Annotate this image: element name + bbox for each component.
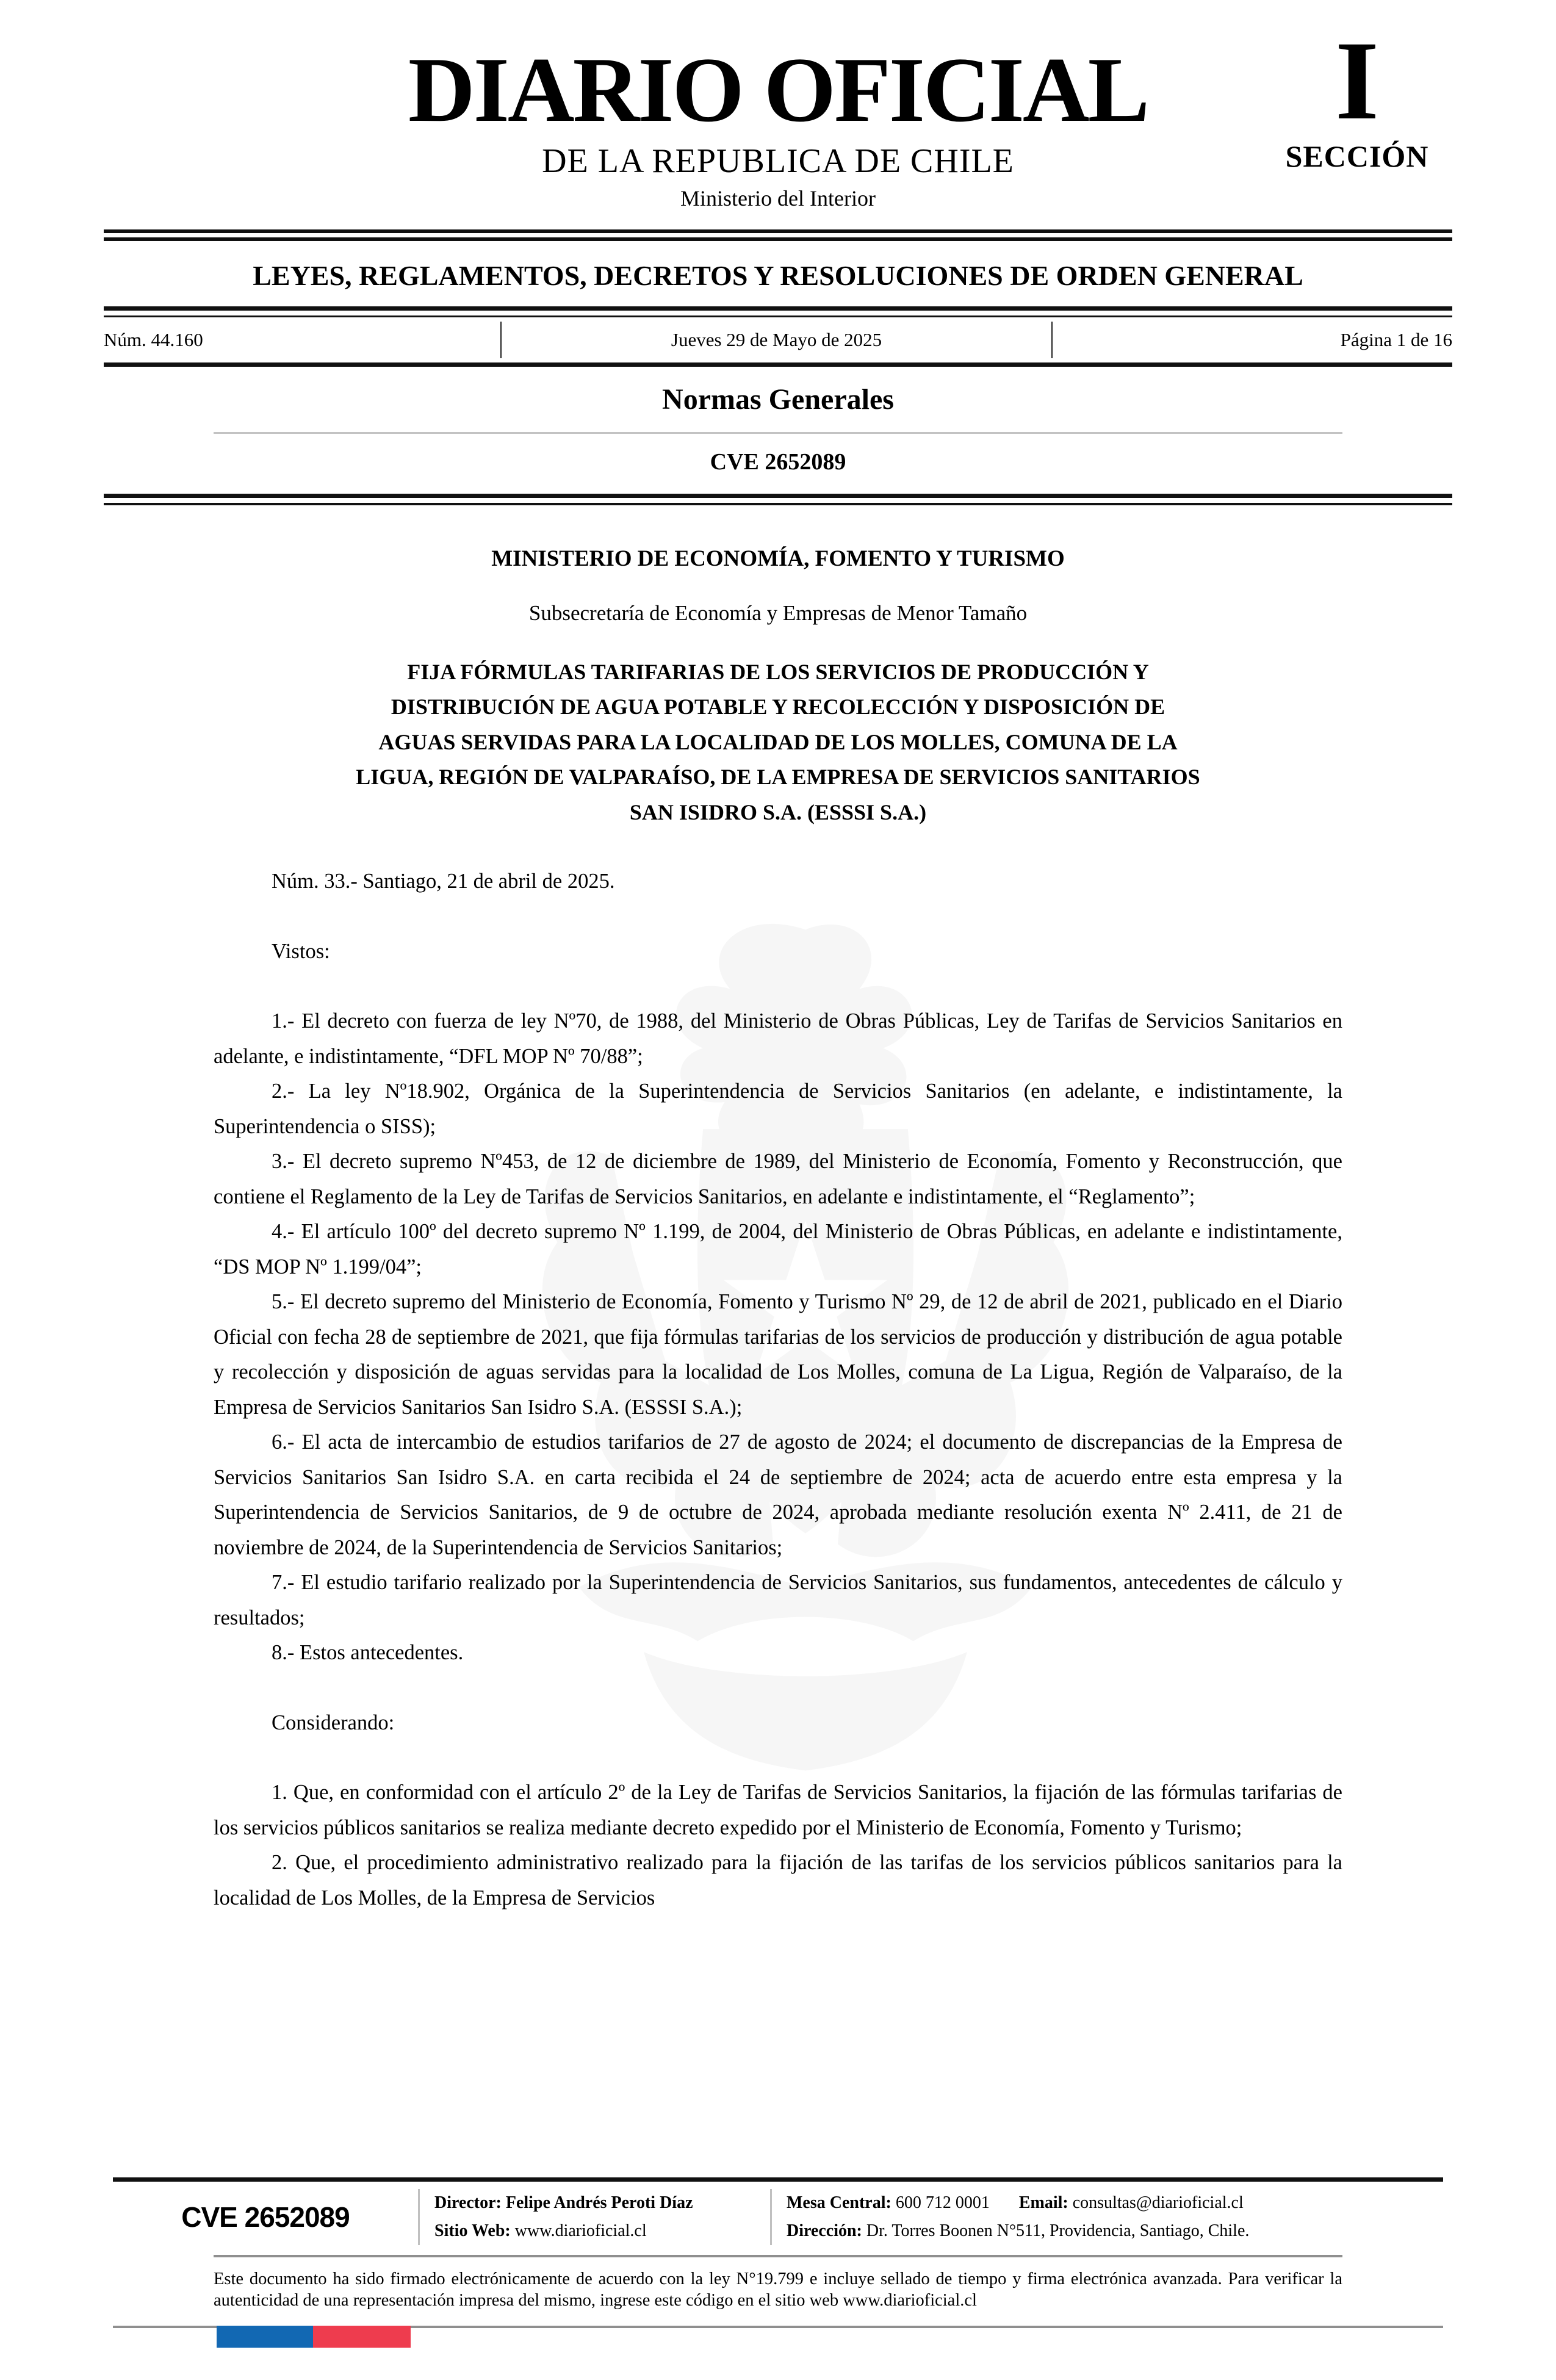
publication-title: DIARIO OFICIAL xyxy=(408,38,1148,141)
footer-address-line xyxy=(787,2217,1443,2245)
legal-notice: Este documento ha sido firmado electrónicamente de acuerdo con la ley N°19.799 e incluye sellado de tiempo y firma electrónica avanzada. Para verificar la autenticidad de una representación impresa del mismo, ingrese este código en el sitio web www.diarioficial.cl xyxy=(214,2270,1342,2310)
email-label: Email: xyxy=(1018,2193,1068,2212)
phone-value: 600 712 0001 xyxy=(895,2193,990,2212)
issue-page-indicator: Página 1 de 16 xyxy=(1340,328,1452,350)
divider-rule xyxy=(104,503,1452,505)
article-subsecretary: Subsecretaría de Economía y Empresas de Menor Tamaño xyxy=(528,600,1028,625)
article-ministry-heading: MINISTERIO DE ECONOMÍA, FOMENTO Y TURISMO xyxy=(491,546,1065,571)
decree-title-line: FIJA FÓRMULAS TARIFARIAS DE LOS SERVICIOS DE PRODUCCIÓN Y xyxy=(407,659,1149,684)
footer-website-line xyxy=(434,2217,770,2245)
divider-rule xyxy=(104,306,1452,311)
footer-director-line xyxy=(434,2189,770,2217)
divider-rule-gray xyxy=(214,2255,1342,2257)
divider-rule xyxy=(104,229,1452,233)
address-value: Dr. Torres Boonen N°511, Providencia, Santiago, Chile. xyxy=(866,2221,1250,2240)
flag-blue-block xyxy=(217,2326,313,2348)
issue-bar xyxy=(104,317,1452,362)
footer-director-column xyxy=(420,2189,770,2245)
bottom-band xyxy=(0,2323,1556,2350)
decree-title-line: AGUAS SERVIDAS PARA LA LOCALIDAD DE LOS MOLLES, COMUNA DE LA xyxy=(378,729,1178,754)
footer-contact-column xyxy=(772,2189,1443,2245)
website-label: Sitio Web: xyxy=(434,2221,511,2240)
divider-rule-gray xyxy=(214,432,1342,434)
considerando-item-2: 2. Que, el procedimiento administrativo realizado para la fijación de las tarifas de los servicios públicos sanitarios para la localidad de Los Molles, de la Empresa de Servicios xyxy=(214,1851,1342,1909)
divider-rule xyxy=(104,237,1452,241)
decree-title-line: LIGUA, REGIÓN DE VALPARAÍSO, DE LA EMPRESA DE SERVICIOS SANITARIOS xyxy=(356,765,1200,790)
vistos-item-2: 2.- La ley Nº18.902, Orgánica de la Superintendencia de Servicios Sanitarios (en adelante, e indistintamente, la Superintendencia o SISS); xyxy=(214,1080,1342,1138)
decree-title xyxy=(214,655,1342,831)
decree-number-line: Núm. 33.- Santiago, 21 de abril de 2025. xyxy=(272,870,615,893)
vistos-item-4: 4.- El artículo 100º del decreto supremo Nº 1.199, de 2004, del Ministerio de Obras Públicas, en adelante e indistintamente, “DS MOP Nº 1.199/04”; xyxy=(214,1220,1342,1278)
decree-article xyxy=(214,546,1342,1916)
footer-info-bar xyxy=(113,2189,1443,2245)
vistos-item-6: 6.- El acta de intercambio de estudios tarifarios de 27 de agosto de 2024; el documento de discrepancias de la Empresa de Servicios Sanitarios San Isidro S.A. en carta recibida el 24 de septiembre de 2024; acta de acuerdo entre esta empresa y la Superintendencia de Servicios Sanitarios, de 9 de octubre de 2024, aprobada mediante resolución exenta Nº 2.411, de 21 de noviembre de 2024, de la Superintendencia de Servicios Sanitarios; xyxy=(214,1430,1342,1559)
banner-heading: LEYES, REGLAMENTOS, DECRETOS Y RESOLUCIONES DE ORDEN GENERAL xyxy=(253,259,1303,291)
page-footer xyxy=(0,2177,1556,2350)
considerando-item-1: 1. Que, en conformidad con el artículo 2º de la Ley de Tarifas de Servicios Sanitarios, la fijación de las fórmulas tarifarias de los servicios públicos sanitarios se realiza mediante decreto expedido por el Ministerio de Economía, Fomento y Turismo; xyxy=(214,1781,1342,1839)
issue-number: Núm. 44.160 xyxy=(104,328,203,350)
section-label: SECCIÓN xyxy=(1285,139,1429,173)
considerando-heading: Considerando: xyxy=(272,1711,395,1734)
divider-rule xyxy=(104,362,1452,367)
address-label: Dirección: xyxy=(787,2221,862,2240)
publication-ministry: Ministerio del Interior xyxy=(680,186,876,211)
section-heading: Normas Generales xyxy=(662,383,894,416)
section-numeral: I xyxy=(1335,18,1379,143)
director-name: Felipe Andrés Peroti Díaz xyxy=(505,2193,693,2212)
vistos-item-8: 8.- Estos antecedentes. xyxy=(272,1641,464,1665)
vistos-item-7: 7.- El estudio tarifario realizado por la Superintendencia de Servicios Sanitarios, sus fundamentos, antecedentes de cálculo y resultados; xyxy=(214,1571,1342,1629)
footer-cve-code: CVE 2652089 xyxy=(181,2201,350,2233)
government-flag-mark xyxy=(217,2326,411,2348)
section-indicator xyxy=(1259,18,1455,174)
footer-phone-email-line xyxy=(787,2189,1443,2217)
vistos-heading: Vistos: xyxy=(272,939,330,963)
issue-date: Jueves 29 de Mayo de 2025 xyxy=(671,328,882,350)
phone-label: Mesa Central: xyxy=(787,2193,891,2212)
publication-subtitle: DE LA REPUBLICA DE CHILE xyxy=(542,142,1014,180)
vistos-item-3: 3.- El decreto supremo Nº453, de 12 de diciembre de 1989, del Ministerio de Economía, Fomento y Reconstrucción, que contiene el Reglamento de la Ley de Tarifas de Servicios Sanitarios, en adelante e indistintamente, el “Reglamento”; xyxy=(214,1150,1342,1208)
decree-title-line: SAN ISIDRO S.A. (ESSSI S.A.) xyxy=(629,799,927,824)
divider-rule xyxy=(104,494,1452,498)
decree-title-line: DISTRIBUCIÓN DE AGUA POTABLE Y RECOLECCIÓN Y DISPOSICIÓN DE xyxy=(391,694,1165,719)
masthead xyxy=(0,0,1556,211)
vistos-item-1: 1.- El decreto con fuerza de ley Nº70, de 1988, del Ministerio de Obras Públicas, Ley de Tarifas de Servicios Sanitarios en adelante, e indistintamente, “DFL MOP Nº 70/88”; xyxy=(214,1009,1342,1068)
flag-red-block xyxy=(313,2326,411,2348)
director-label: Director: xyxy=(434,2193,502,2212)
divider-rule xyxy=(113,2177,1443,2182)
email-value: consultas@diarioficial.cl xyxy=(1072,2193,1244,2212)
vistos-item-5: 5.- El decreto supremo del Ministerio de Economía, Fomento y Turismo Nº 29, de 12 de abril de 2021, publicado en el Diario Oficial con fecha 28 de septiembre de 2021, que fija fórmulas tarifarias de los servicios de producción y distribución de agua potable y recolección y disposición de aguas servidas para la localidad de Los Molles, comuna de La Ligua, Región de Valparaíso, de la Empresa de Servicios Sanitarios San Isidro S.A. (ESSSI S.A.); xyxy=(214,1290,1342,1419)
decree-body xyxy=(214,864,1342,1916)
cve-code: CVE 2652089 xyxy=(710,449,846,475)
website-value: www.diarioficial.cl xyxy=(514,2221,647,2240)
